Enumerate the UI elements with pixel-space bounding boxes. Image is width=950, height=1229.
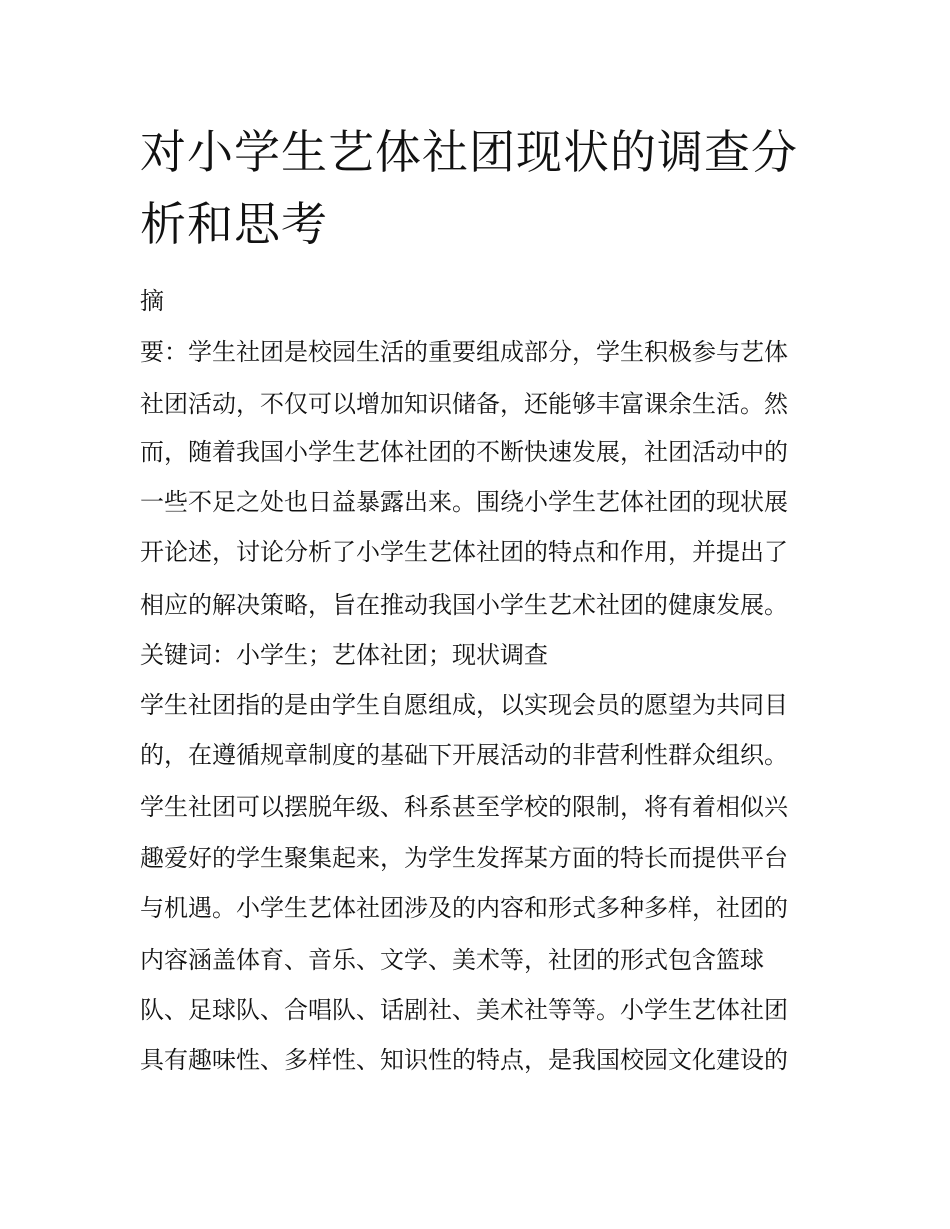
abstract-line-4: 一些不足之处也日益暴露出来。围绕小学生艺体社团的现状展 — [140, 488, 788, 516]
body-line-7: 队、足球队、合唱队、话剧社、美术社等等。小学生艺体社团 — [140, 996, 788, 1024]
body-line-1: 学生社团指的是由学生自愿组成，以实现会员的愿望为共同目 — [140, 691, 788, 719]
body-line-4: 趣爱好的学生聚集起来，为学生发挥某方面的特长而提供平台 — [140, 844, 788, 872]
body-line-6: 内容涵盖体育、音乐、文学、美术等，社团的形式包含篮球 — [140, 946, 764, 974]
abstract-line-1: 要：学生社团是校园生活的重要组成部分，学生积极参与艺体 — [140, 338, 788, 366]
keywords-line: 关键词：小学生；艺体社团；现状调查 — [140, 641, 548, 669]
abstract-label: 摘 — [140, 287, 164, 315]
abstract-line-6: 相应的解决策略，旨在推动我国小学生艺术社团的健康发展。 — [140, 591, 788, 619]
body-line-8: 具有趣味性、多样性、知识性的特点，是我国校园文化建设的 — [140, 1046, 788, 1074]
body-line-2: 的，在遵循规章制度的基础下开展活动的非营利性群众组织。 — [140, 741, 788, 769]
abstract-line-3: 而，随着我国小学生艺体社团的不断快速发展，社团活动中的 — [140, 438, 788, 466]
abstract-line-2: 社团活动，不仅可以增加知识储备，还能够丰富课余生活。然 — [140, 390, 788, 418]
document-title: 对小学生艺体社团现状的调查分析和思考 — [140, 125, 798, 251]
abstract-line-5: 开论述，讨论分析了小学生艺体社团的特点和作用，并提出了 — [140, 538, 788, 566]
body-line-5: 与机遇。小学生艺体社团涉及的内容和形式多种多样，社团的 — [140, 894, 788, 922]
body-line-3: 学生社团可以摆脱年级、科系甚至学校的限制，将有着相似兴 — [140, 793, 788, 821]
